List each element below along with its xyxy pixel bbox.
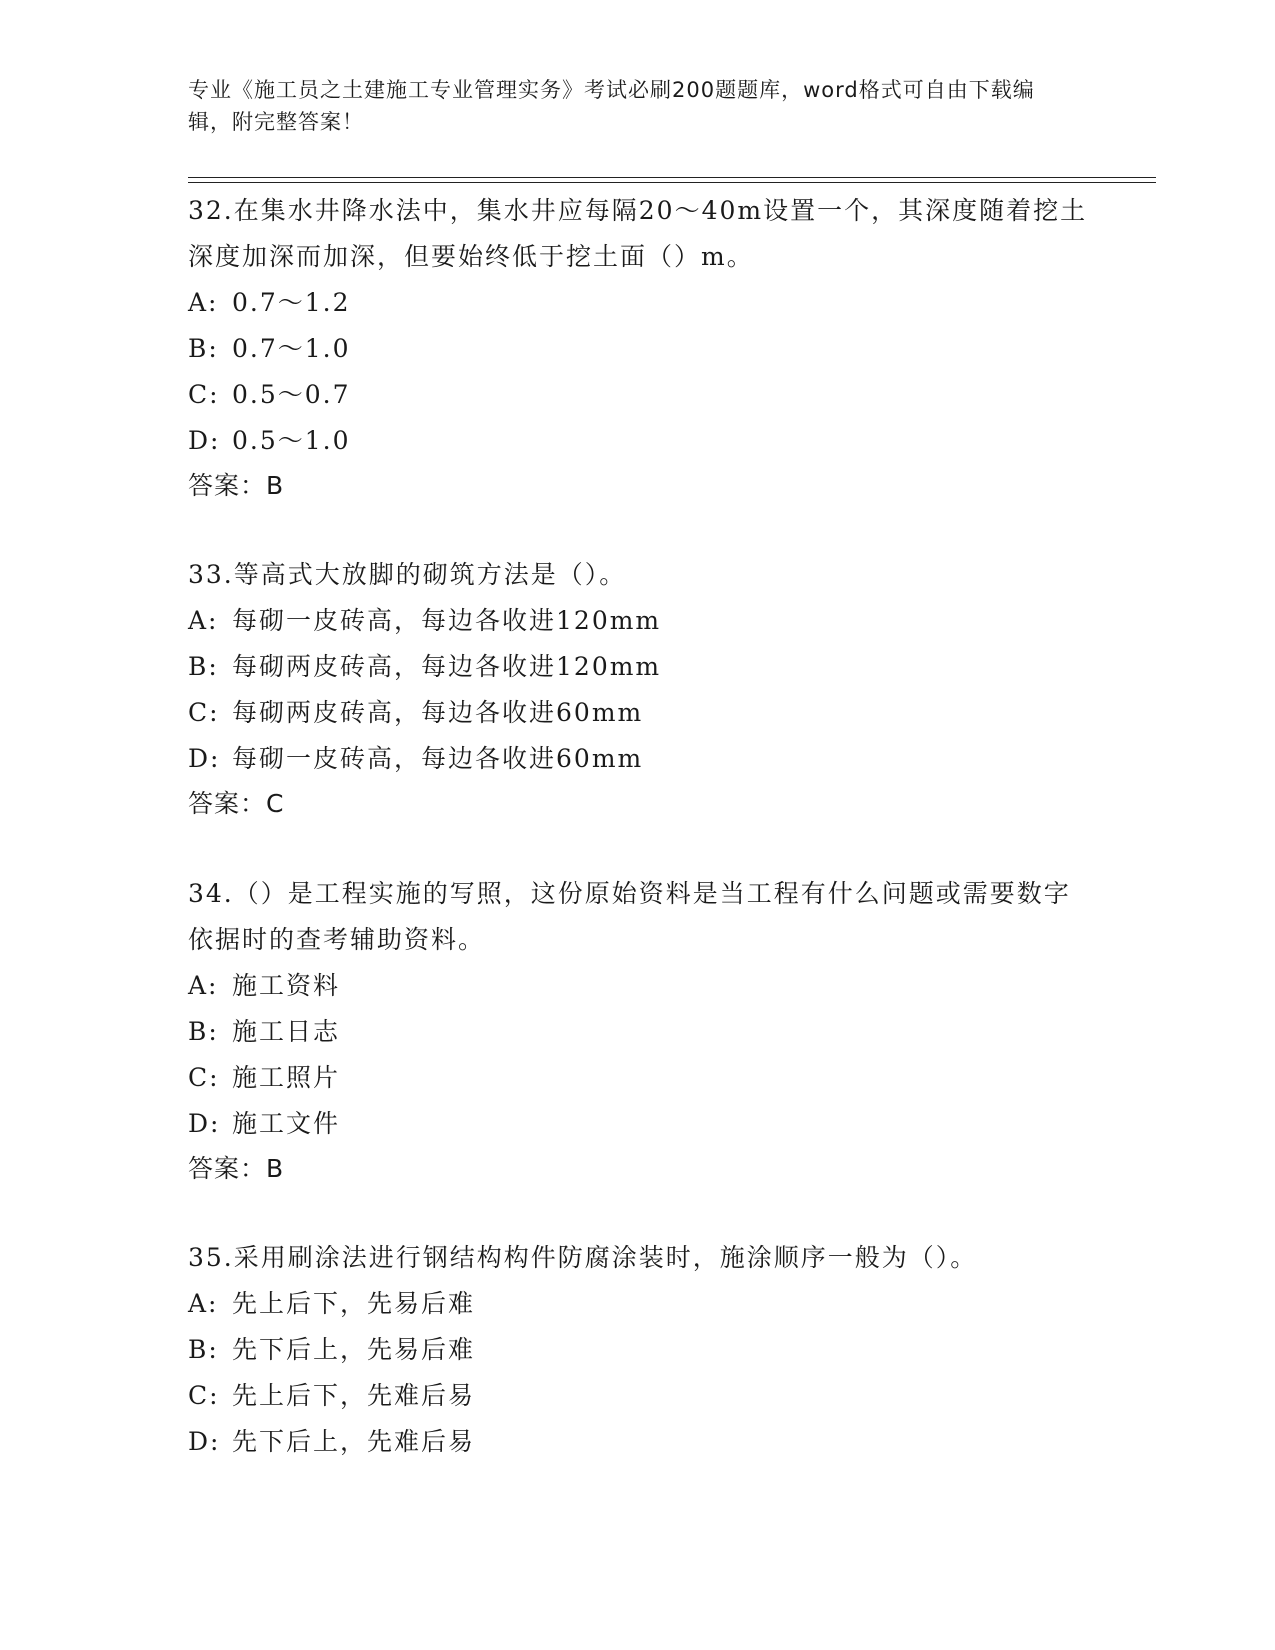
question-stem: 33.等高式大放脚的砌筑方法是（）。 (188, 560, 627, 589)
option-text: 0.7～1.0 (232, 334, 351, 363)
option-text: 施工日志 (232, 1017, 341, 1046)
option-text: 先上后下，先易后难 (232, 1289, 476, 1318)
option-letter: B: (188, 652, 219, 681)
option-letter: B: (188, 1335, 219, 1364)
question-34 (188, 871, 1088, 1191)
option-letter: A: (188, 1289, 219, 1318)
option-a (188, 598, 1088, 644)
option-letter: A: (188, 971, 219, 1000)
answer-line: 答案：B (188, 471, 285, 500)
answer-line: 答案：C (188, 789, 285, 818)
header-rule-top (188, 177, 1156, 178)
option-letter: C: (188, 1063, 220, 1092)
option-letter: D: (188, 1109, 221, 1138)
option-a (188, 963, 1088, 1009)
option-d (188, 1101, 1088, 1147)
option-d (188, 736, 1088, 782)
option-text: 先下后上，先难后易 (232, 1427, 476, 1456)
option-b (188, 326, 1088, 372)
question-stem: 32.在集水井降水法中，集水井应每隔20～40m设置一个，其深度随着挖土深度加深而加深，但要始终低于挖土面（）m。 (188, 196, 1088, 271)
question-35 (188, 1235, 1088, 1465)
option-letter: D: (188, 744, 221, 773)
option-c (188, 1373, 1088, 1419)
option-a (188, 280, 1088, 326)
option-letter: D: (188, 426, 221, 455)
option-text: 每砌一皮砖高，每边各收进60mm (232, 744, 644, 773)
option-text: 0.7～1.2 (232, 288, 351, 317)
option-c (188, 690, 1088, 736)
answer-line: 答案：B (188, 1154, 285, 1183)
option-c (188, 372, 1088, 418)
option-text: 施工文件 (232, 1109, 341, 1138)
question-32 (188, 188, 1088, 508)
question-33 (188, 552, 1088, 826)
option-text: 0.5～0.7 (232, 380, 351, 409)
option-letter: D: (188, 1427, 221, 1456)
option-letter: C: (188, 380, 220, 409)
option-b (188, 1327, 1088, 1373)
option-letter: B: (188, 1017, 219, 1046)
option-b (188, 1009, 1088, 1055)
option-a (188, 1281, 1088, 1327)
option-text: 每砌两皮砖高，每边各收进60mm (232, 698, 644, 727)
option-letter: A: (188, 606, 219, 635)
option-letter: C: (188, 698, 220, 727)
option-letter: B: (188, 334, 219, 363)
question-stem: 34.（）是工程实施的写照，这份原始资料是当工程有什么问题或需要数字依据时的查考辅助资料。 (188, 879, 1071, 954)
option-c (188, 1055, 1088, 1101)
option-text: 先上后下，先难后易 (232, 1381, 476, 1410)
option-b (188, 644, 1088, 690)
option-text: 先下后上，先易后难 (232, 1335, 476, 1364)
option-text: 每砌两皮砖高，每边各收进120mm (232, 652, 662, 681)
option-d (188, 1419, 1088, 1465)
header-rule-bottom (188, 182, 1156, 183)
document-header: 专业《施工员之土建施工专业管理实务》考试必刷200题题库，word格式可自由下载编辑，附完整答案！ (188, 78, 1035, 134)
option-text: 施工照片 (232, 1063, 341, 1092)
option-d (188, 418, 1088, 464)
option-text: 每砌一皮砖高，每边各收进120mm (232, 606, 662, 635)
option-text: 施工资料 (232, 971, 341, 1000)
question-stem: 35.采用刷涂法进行钢结构构件防腐涂装时，施涂顺序一般为（）。 (188, 1243, 978, 1272)
option-letter: C: (188, 1381, 220, 1410)
option-letter: A: (188, 288, 219, 317)
option-text: 0.5～1.0 (232, 426, 351, 455)
